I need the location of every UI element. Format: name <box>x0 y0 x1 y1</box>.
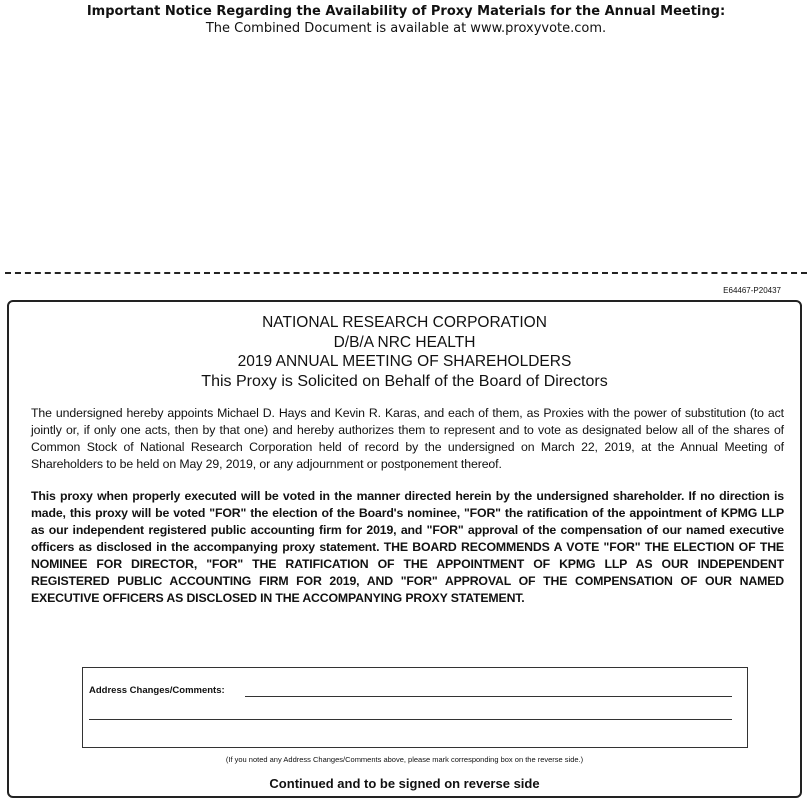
voting-instructions-paragraph: This proxy when properly executed will be voted in the manner directed herein by the undersigned shareholder. If no direction is made, this proxy will be voted "FOR" the election of the Board's nominee, "FOR" the ratification of the appointment of KPMG LLP as our independent registered public accounting firm for 2019, and "FOR" approval of the compensation of our named executive officers as disclosed in the accompanying proxy statement. THE BOARD RECOMMENDS A VOTE "FOR" THE ELECTION OF THE NOMINEE FOR DIRECTOR, "FOR" THE RATIFICATION OF THE APPOINTMENT OF KPMG LLP AS OUR INDEPENDENT REGISTERED PUBLIC ACCOUNTING FIRM FOR 2019, AND "FOR" APPROVAL OF THE COMPENSATION OF OUR NAMED EXECUTIVE OFFICERS AS DISCLOSED IN THE ACCOMPANYING PROXY STATEMENT. <box>31 489 784 605</box>
company-name: NATIONAL RESEARCH CORPORATION <box>262 314 547 331</box>
solicitation-statement: This Proxy is Solicited on Behalf of the Board of Directors <box>201 372 608 390</box>
appointment-paragraph: The undersigned hereby appoints Michael D. Hays and Kevin R. Karas, and each of them, as Proxies with the power of substitution (to act jointly or, if only one acts, then by that one) and hereby authorizes them to represent and to vote as designated below all of the shares of Common Stock of National Research Corporation held of record by the undersigned on March 22, 2019, at the Annual Meeting of Shareholders to be held on May 29, 2019, or any adjournment or postponement thereof. <box>31 406 784 471</box>
notice-subtitle: The Combined Document is available at www.proxyvote.com. <box>205 21 607 36</box>
address-changes-line-1[interactable] <box>245 696 732 697</box>
proxy-materials-notice <box>0 3 812 37</box>
address-changes-label: Address Changes/Comments: <box>89 685 225 696</box>
detach-cut-line <box>5 272 807 274</box>
notice-title: Important Notice Regarding the Availability of Proxy Materials for the Annual Meeting: <box>86 4 726 19</box>
control-number: E64467-P20437 <box>723 286 781 295</box>
card-heading <box>9 313 800 391</box>
proxy-card <box>7 300 802 798</box>
continued-notice: Continued and to be signed on reverse side <box>269 776 540 791</box>
address-changes-box[interactable] <box>82 667 748 748</box>
address-changes-line-2[interactable] <box>89 719 732 720</box>
meeting-title: 2019 ANNUAL MEETING OF SHAREHOLDERS <box>237 353 572 370</box>
dba-name: D/B/A NRC HEALTH <box>333 333 476 351</box>
reverse-side-note: (If you noted any Address Changes/Comments above, please mark corresponding box on the reverse side.) <box>225 755 584 764</box>
